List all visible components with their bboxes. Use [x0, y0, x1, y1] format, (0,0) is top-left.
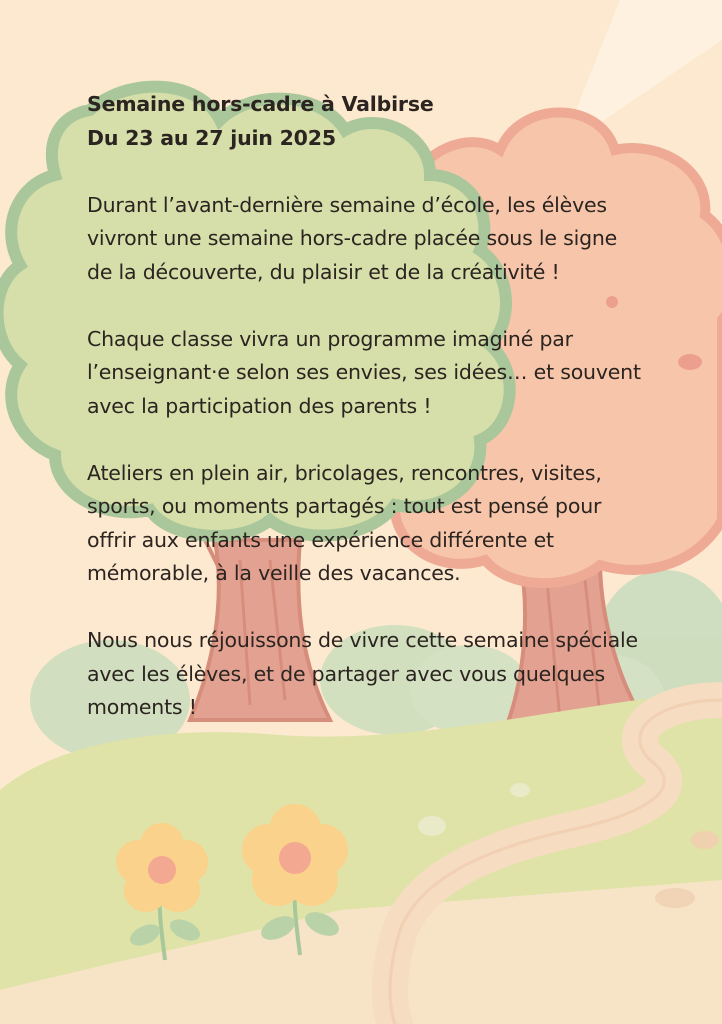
- paragraph-program: Chaque classe vivra un programme imaginé par l’enseignant·e selon ses envies, ses idées… et souvent avec la participation des parents !: [87, 326, 641, 418]
- paragraph-intro: Durant l’avant-dernière semaine d’école, les élèves vivront une semaine hors-cadre placée sous le signe de la découverte, du plaisir et de la créativité !: [87, 192, 618, 284]
- paragraph-activities: Ateliers en plein air, bricolages, rencontres, visites, sports, ou moments partagés : tout est pensé pour offrir aux enfants une expérience différente et mémorable, à la veille des vacances.: [87, 460, 602, 585]
- announcement: [87, 88, 647, 758]
- paragraph-closing: Nous nous réjouissons de vivre cette semaine spéciale avec les élèves, et de partager avec vous quelques moments !: [87, 628, 638, 719]
- event-title: Semaine hors-cadre à Valbirse: [87, 92, 434, 116]
- announcement-heading: [87, 88, 647, 155]
- event-dates: Du 23 au 27 juin 2025: [87, 125, 336, 150]
